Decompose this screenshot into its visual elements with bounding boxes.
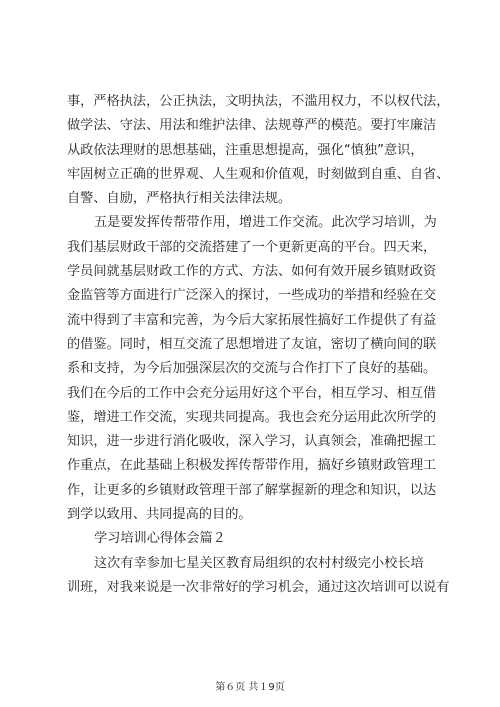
section-heading: 学习培训心得体会篇２ — [94, 531, 226, 547]
text-line: 做学法、守法、用法和维护法律、法规尊严的模范。要打牢廉洁 — [67, 118, 437, 134]
text-line: 我们在今后的工作中会充分运用好这个平台，相互学习、相互借 — [67, 385, 437, 401]
text-line: 作重点，在此基础上积极发挥传帮带作用，搞好乡镇财政管理工 — [67, 458, 437, 474]
paragraph-first-line: 这次有幸参加七星关区教育局组织的农村村级完小校长培 — [94, 555, 424, 571]
text-line: 流中得到了丰富和完善，为今后大家拓展性搞好工作提供了有益 — [67, 312, 437, 328]
document-body — [67, 90, 450, 600]
text-line: 的借鉴。同时，相互交流了思想增进了友谊，密切了横向间的联 — [67, 336, 437, 352]
text-line: 训班，对我来说是一次非常好的学习机会，通过这次培训可以说有 — [67, 579, 450, 595]
text-line: 到学以致用、共同提高的目的。 — [67, 507, 252, 523]
text-line: 金监管等方面进行广泛深入的探讨，一些成功的举措和经验在交 — [67, 288, 437, 304]
text-line: 自警、自励，严格执行相关法律法规。 — [67, 191, 292, 207]
text-line: 作，让更多的乡镇财政管理干部了解掌握新的理念和知识，以达 — [67, 482, 437, 498]
text-line: 牢固树立正确的世界观、人生观和价值观，时刻做到自重、自省、 — [67, 166, 450, 182]
paragraph-first-line: 五是要发挥传帮带作用，增进工作交流。此次学习培训，为 — [94, 215, 437, 231]
page-number-footer: 第６页 共１9页 — [215, 682, 285, 693]
text-line: 从政依法理财的思想基础，注重思想提高，强化“慎独”意识， — [67, 142, 424, 158]
text-line: 学员间就基层财政工作的方式、方法、如何有效开展乡镇财政资 — [67, 264, 437, 280]
text-line: 系和支持，为今后加强深层次的交流与合作打下了良好的基础。 — [67, 361, 437, 377]
text-line: 事，严格执法，公正执法，文明执法，不滥用权力，不以权代法， — [67, 94, 450, 109]
text-line: 知识，进一步进行消化吸收，深入学习，认真领会，准确把握工 — [67, 434, 437, 450]
text-line: 我们基层财政干部的交流搭建了一个更新更高的平台。四天来， — [67, 239, 437, 255]
text-line: 鉴，增进工作交流，实现共同提高。我也会充分运用此次所学的 — [67, 409, 437, 425]
